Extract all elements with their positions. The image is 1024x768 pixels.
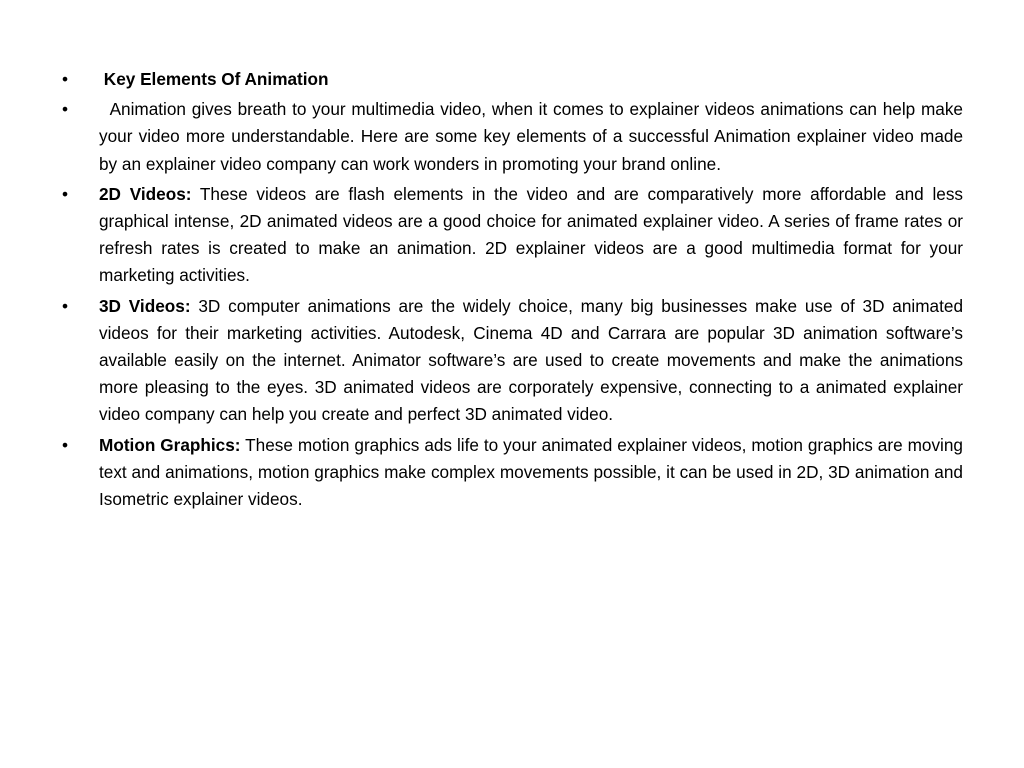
bullet-list	[59, 66, 963, 513]
bullet-dot: •	[61, 99, 69, 120]
bullet-item-intro	[59, 96, 963, 178]
bullet-text: These motion graphics ads life to your animated explainer videos, motion graphics are moving text and animations, motion graphics make complex movements possible, it can be used in 2D, 3D animation and Isometric explainer videos.	[99, 434, 963, 510]
bullet-text: Animation gives breath to your multimedia video, when it comes to explainer videos animations can help make your video more understandable. Here are some key elements of a successful Animation explainer video made by an explainer video company can work wonders in promoting your brand online.	[99, 99, 963, 174]
bullet-text: These videos are flash elements in the video and are comparatively more affordable and less graphical intense, 2D animated videos are a good choice for animated explainer video. A series of frame rates or refresh rates is created to make an animation. 2D explainer videos are a good multimedia format for your marketing activities.	[99, 183, 964, 286]
bullet-item-key-elements	[59, 66, 963, 93]
bullet-heading: 2D Videos:	[99, 183, 192, 204]
bullet-item-motion-graphics	[59, 432, 963, 514]
bullet-heading: 3D Videos:	[99, 295, 191, 316]
bullet-text: 3D computer animations are the widely choice, many big businesses make use of 3D animated videos for their marketing activities. Autodesk, Cinema 4D and Carrara are popular 3D animation software’s available easily on the internet. Animator software’s are used to create movements and make the animations more pleasing to the eyes. 3D animated videos are corporately expensive, connecting to a animated explainer video company can help you create and perfect 3D animated video.	[99, 295, 964, 425]
bullet-dot: •	[61, 183, 69, 204]
bullet-heading: Motion Graphics:	[99, 434, 241, 455]
bullet-heading: Key Elements Of Animation	[103, 69, 329, 89]
bullet-dot: •	[61, 295, 69, 316]
bullet-item-3d-videos	[59, 293, 963, 429]
bullet-dot: •	[61, 69, 69, 89]
bullet-item-2d-videos	[59, 181, 963, 290]
bullet-dot: •	[61, 434, 69, 455]
